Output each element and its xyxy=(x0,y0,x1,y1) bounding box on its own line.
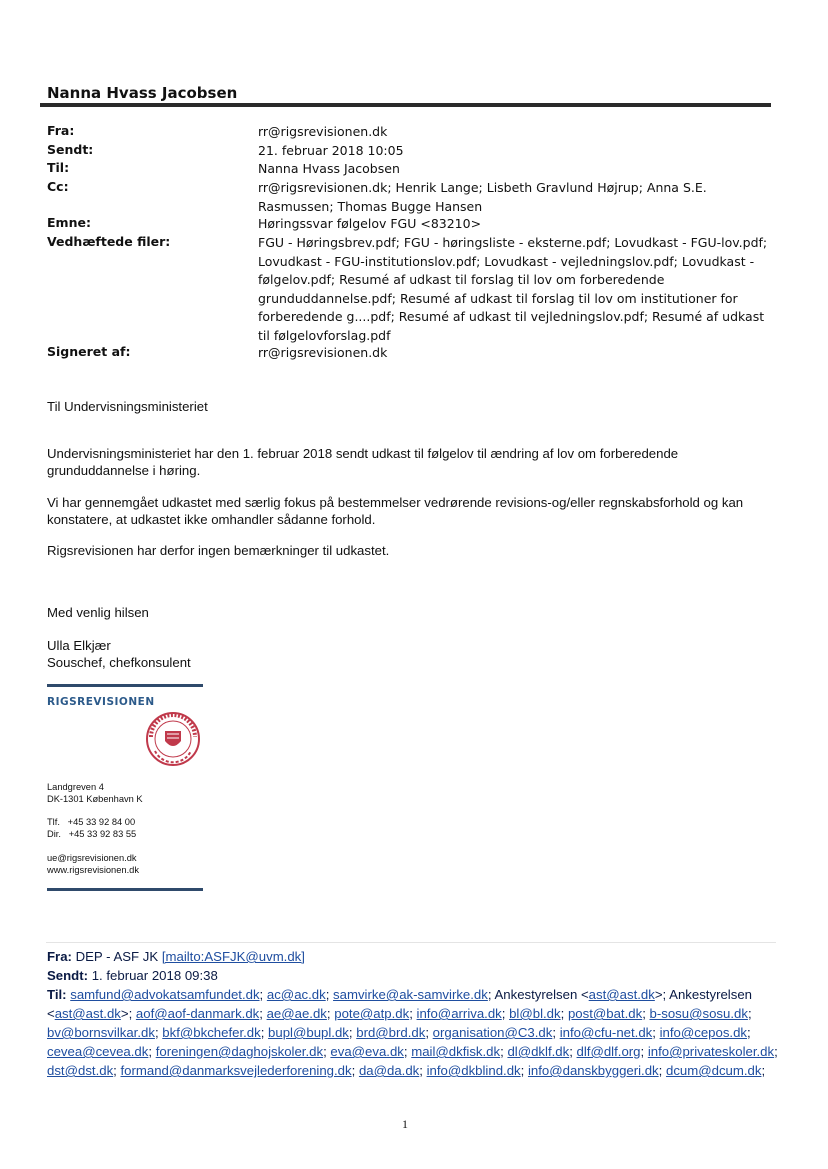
forward-sendt-value: 1. februar 2018 09:38 xyxy=(91,968,218,983)
folketinget-seal-icon xyxy=(145,711,201,767)
recipient-link[interactable]: dlf@dlf.org xyxy=(576,1044,641,1059)
recipient-link[interactable]: formand@danmarksvejlederforening.dk xyxy=(120,1063,352,1078)
recipient-link[interactable]: info@cepos.dk xyxy=(659,1025,748,1040)
attachments-value: FGU - Høringsbrev.pdf; FGU - høringsliste - eksterne.pdf; Lovudkast - FGU-lov.pdf; Lovudkast - FGU-institutionslov.pdf; Lovudkast - vejledningslov.pdf; Lovudkast - følgelov.pdf; Resumé af udkast til forslag til lov om forberedende grunduddannelse.pdf; Resumé af udkast til forslag til lov om institutioner for forberedende g....pdf; Resumé af udkast til vejledningslov.pdf; Resumé af udkast til følgelovforslag.pdf xyxy=(258,235,768,343)
emne-value: Høringssvar følgelov FGU <83210> xyxy=(258,216,482,231)
emne-label: Emne: xyxy=(47,215,91,230)
forward-fra-value: DEP - ASF JK xyxy=(75,949,159,964)
recipient-link[interactable]: bkf@bkchefer.dk xyxy=(162,1025,261,1040)
recipient-link[interactable]: ae@ae.dk xyxy=(266,1006,327,1021)
body-paragraph-3: Rigsrevisionen har derfor ingen bemærkninger til udkastet. xyxy=(47,543,390,558)
cc-label: Cc: xyxy=(47,179,69,194)
recipient-link[interactable]: organisation@C3.dk xyxy=(432,1025,553,1040)
recipient-link[interactable]: samfund@advokatsamfundet.dk xyxy=(70,987,260,1002)
forward-recipients: Til: samfund@advokatsamfundet.dk; ac@ac.dk; samvirke@ak-samvirke.dk; Ankestyrelsen <ast@ast.dk>; Ankestyrelsen <ast@ast.dk>; aof@aof-danmark.dk; ae@ae.dk; pote@atp.dk; info@arriva.dk; bl@bl.dk; post@bat.dk; b-sosu@sosu.dk; bv@bornsvilkar.dk; bkf@bkchefer.dk; bupl@bupl.dk; brd@brd.dk; organisation@C3.dk; info@cfu-net.dk; info@cepos.dk; cevea@cevea.dk; foreningen@daghojskoler.dk; eva@eva.dk; mail@dkfisk.dk; dl@dklf.dk; dlf@dlf.org; info@privateskoler.dk; dst@dst.dk; formand@danmarksvejlederforening.dk; da@da.dk; info@dkblind.dk; info@danskbyggeri.dk; dcum@dcum.dk; xyxy=(47,987,778,1078)
forward-sent-line xyxy=(47,966,782,985)
til-value: Nanna Hvass Jacobsen xyxy=(258,161,400,176)
ankestyrelsen-label-2: Ankestyrelsen xyxy=(669,987,752,1002)
recipient-link[interactable]: aof@aof-danmark.dk xyxy=(135,1006,260,1021)
attachments-label: Vedhæftede filer: xyxy=(47,234,171,249)
signer-title: Souschef, chefkonsulent xyxy=(47,655,191,670)
signed-by-label: Signeret af: xyxy=(47,344,131,359)
recipient-link[interactable]: samvirke@ak-samvirke.dk xyxy=(333,987,488,1002)
recipient-link[interactable]: da@da.dk xyxy=(358,1063,420,1078)
til-label: Til: xyxy=(47,160,70,175)
body-paragraph-2: Vi har gennemgået udkastet med særlig fokus på bestemmelser vedrørende revisions-og/eller regnskabsforhold og kan konstatere, at udkastet ikke omhandler sådanne forhold. xyxy=(47,495,744,527)
recipient-link[interactable]: info@privateskoler.dk xyxy=(647,1044,775,1059)
recipient-link[interactable]: info@cfu-net.dk xyxy=(559,1025,653,1040)
salutation: Til Undervisningsministeriet xyxy=(47,399,208,414)
forward-fra-label: Fra: xyxy=(47,949,72,964)
recipient-link[interactable]: dst@dst.dk xyxy=(47,1063,114,1078)
recipient-link[interactable]: bv@bornsvilkar.dk xyxy=(47,1025,155,1040)
recipient-link[interactable]: info@arriva.dk xyxy=(416,1006,502,1021)
phone-dir: Dir. +45 33 92 83 55 xyxy=(47,829,137,839)
signature-web: www.rigsrevisionen.dk xyxy=(47,865,139,875)
fra-label: Fra: xyxy=(47,123,75,138)
address-line-2: DK-1301 København K xyxy=(47,794,143,804)
signature-email: ue@rigsrevisionen.dk xyxy=(47,853,137,863)
recipient-link[interactable]: ast@ast.dk xyxy=(588,987,655,1002)
recipient-link[interactable]: dcum@dcum.dk xyxy=(665,1063,762,1078)
recipient-link[interactable]: post@bat.dk xyxy=(567,1006,643,1021)
cc-value: rr@rigsrevisionen.dk; Henrik Lange; Lisbeth Gravlund Højrup; Anna S.E. Rasmussen; Thomas Bugge Hansen xyxy=(258,180,707,214)
recipient-link[interactable]: ast@ast.dk xyxy=(54,1006,121,1021)
recipient-link[interactable]: eva@eva.dk xyxy=(330,1044,404,1059)
recipient-link[interactable]: ac@ac.dk xyxy=(266,987,326,1002)
ankestyrelsen-label: Ankestyrelsen xyxy=(494,987,578,1002)
forward-sendt-label: Sendt: xyxy=(47,968,89,983)
recipient-link[interactable]: info@danskbyggeri.dk xyxy=(527,1063,659,1078)
signature-rule-bottom xyxy=(47,888,203,891)
recipient-link[interactable]: dl@dklf.dk xyxy=(507,1044,570,1059)
forward-fra-mailto-link[interactable]: [mailto:ASFJK@uvm.dk] xyxy=(161,949,305,964)
recipient-link[interactable]: b-sosu@sosu.dk xyxy=(649,1006,748,1021)
recipient-link[interactable]: foreningen@daghojskoler.dk xyxy=(155,1044,324,1059)
recipient-link[interactable]: pote@atp.dk xyxy=(334,1006,410,1021)
forward-from-line xyxy=(47,947,782,966)
page-number: 1 xyxy=(402,1117,408,1131)
recipient-link[interactable]: brd@brd.dk xyxy=(356,1025,426,1040)
recipient-link[interactable]: bupl@bupl.dk xyxy=(268,1025,349,1040)
recipient-link[interactable]: bl@bl.dk xyxy=(509,1006,561,1021)
signer-name: Ulla Elkjær xyxy=(47,638,111,653)
forward-divider xyxy=(46,942,776,943)
signed-by-value: rr@rigsrevisionen.dk xyxy=(258,345,388,360)
fra-value: rr@rigsrevisionen.dk xyxy=(258,124,388,139)
recipient-link[interactable]: cevea@cevea.dk xyxy=(47,1044,149,1059)
closing: Med venlig hilsen xyxy=(47,605,149,620)
sender-name-heading: Nanna Hvass Jacobsen xyxy=(47,84,238,102)
body-paragraph-1: Undervisningsministeriet har den 1. februar 2018 sendt udkast til følgelov til ændring af lov om forberedende grunduddannelse i høring. xyxy=(47,446,679,478)
header-divider xyxy=(40,103,771,107)
forward-til-label: Til: xyxy=(47,987,67,1002)
address-line-1: Landgreven 4 xyxy=(47,782,104,792)
signature-rule-top xyxy=(47,684,203,687)
org-name: RIGSREVISIONEN xyxy=(47,696,155,708)
recipient-link[interactable]: info@dkblind.dk xyxy=(426,1063,521,1078)
sendt-label: Sendt: xyxy=(47,142,94,157)
phone-tlf: Tlf. +45 33 92 84 00 xyxy=(47,817,136,827)
recipient-link[interactable]: mail@dkfisk.dk xyxy=(411,1044,501,1059)
sendt-value: 21. februar 2018 10:05 xyxy=(258,143,404,158)
